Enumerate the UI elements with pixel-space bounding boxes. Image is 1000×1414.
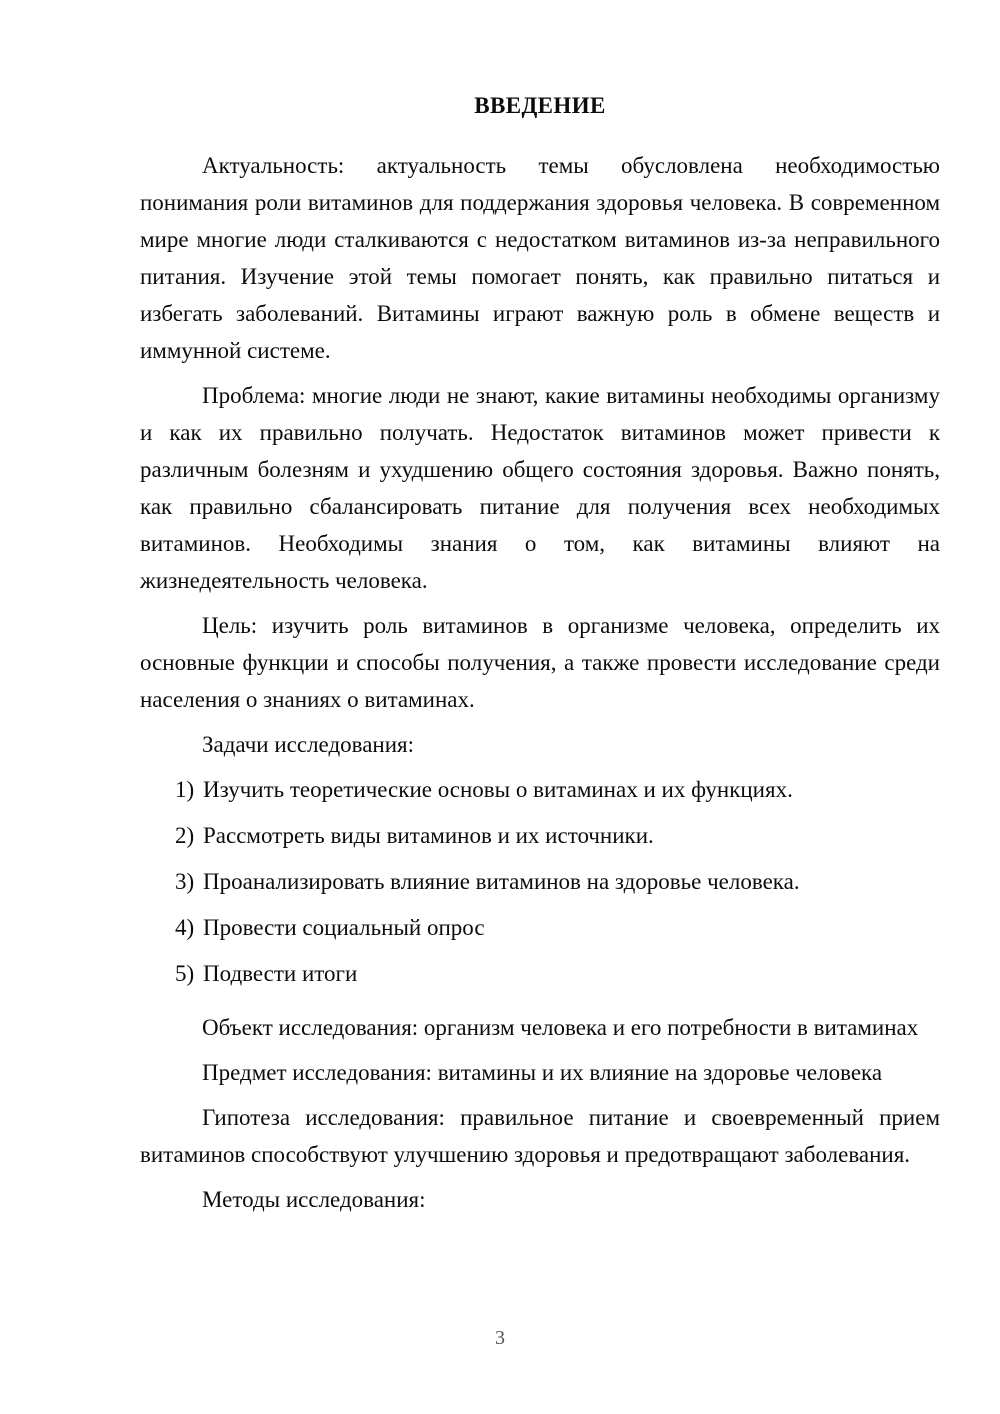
list-item <box>140 817 940 854</box>
list-item-label: Подвести итоги <box>203 960 358 986</box>
list-item-label: Проанализировать влияние витаминов на здоровье человека. <box>203 868 800 894</box>
list-item-label: Провести социальный опрос <box>203 914 485 940</box>
page-number: 3 <box>495 1327 505 1349</box>
list-item <box>140 909 940 946</box>
list-item-marker: 1) <box>175 776 195 802</box>
list-item-marker: 4) <box>175 914 195 940</box>
paragraph-hypothesis: Гипотеза исследования: правильное питание и своевременный прием витаминов способствуют улучшению здоровья и предотвращают заболевания. <box>140 1104 940 1167</box>
list-item <box>140 955 940 992</box>
paragraph-subject: Предмет исследования: витамины и их влияние на здоровье человека <box>202 1059 883 1085</box>
tasks-list <box>140 771 940 992</box>
list-item <box>140 771 940 808</box>
methods-heading: Методы исследования: <box>202 1186 426 1212</box>
paragraph-goal: Цель: изучить роль витаминов в организме человека, определить их основные функции и способы получения, а также провести исследование среди населения о знаниях о витаминах. <box>140 612 940 712</box>
list-item <box>140 863 940 900</box>
list-item-label: Изучить теоретические основы о витаминах и их функциях. <box>203 776 793 802</box>
list-item-label: Рассмотреть виды витаминов и их источники. <box>203 822 654 848</box>
list-item-marker: 5) <box>175 960 195 986</box>
paragraph-object: Объект исследования: организм человека и его потребности в витаминах <box>202 1014 919 1040</box>
document-body <box>140 92 940 1218</box>
tasks-heading: Задачи исследования: <box>202 731 415 757</box>
list-bottom-spacer <box>140 1001 940 1009</box>
page-title: ВВЕДЕНИЕ <box>474 93 606 118</box>
paragraph-problem: Проблема: многие люди не знают, какие витамины необходимы организму и как их правильно получать. Недостаток витаминов может привести к различным болезням и ухудшению общего состояния здоровья. Важно понять, как правильно сбалансировать питание для получения всех необходимых витаминов. Необходимы знания о том, как витамины влияют на жизнедеятельность человека. <box>140 382 940 593</box>
paragraph-relevance: Актуальность: актуальность темы обусловлена необходимостью понимания роли витаминов для поддержания здоровья человека. В современном мире многие люди сталкиваются с недостатком витаминов из-за неправильного питания. Изучение этой темы помогает понять, как правильно питаться и избегать заболеваний. Витамины играют важную роль в обмене веществ и иммунной системе. <box>140 152 940 363</box>
list-item-marker: 3) <box>175 868 195 894</box>
list-item-marker: 2) <box>175 822 195 848</box>
